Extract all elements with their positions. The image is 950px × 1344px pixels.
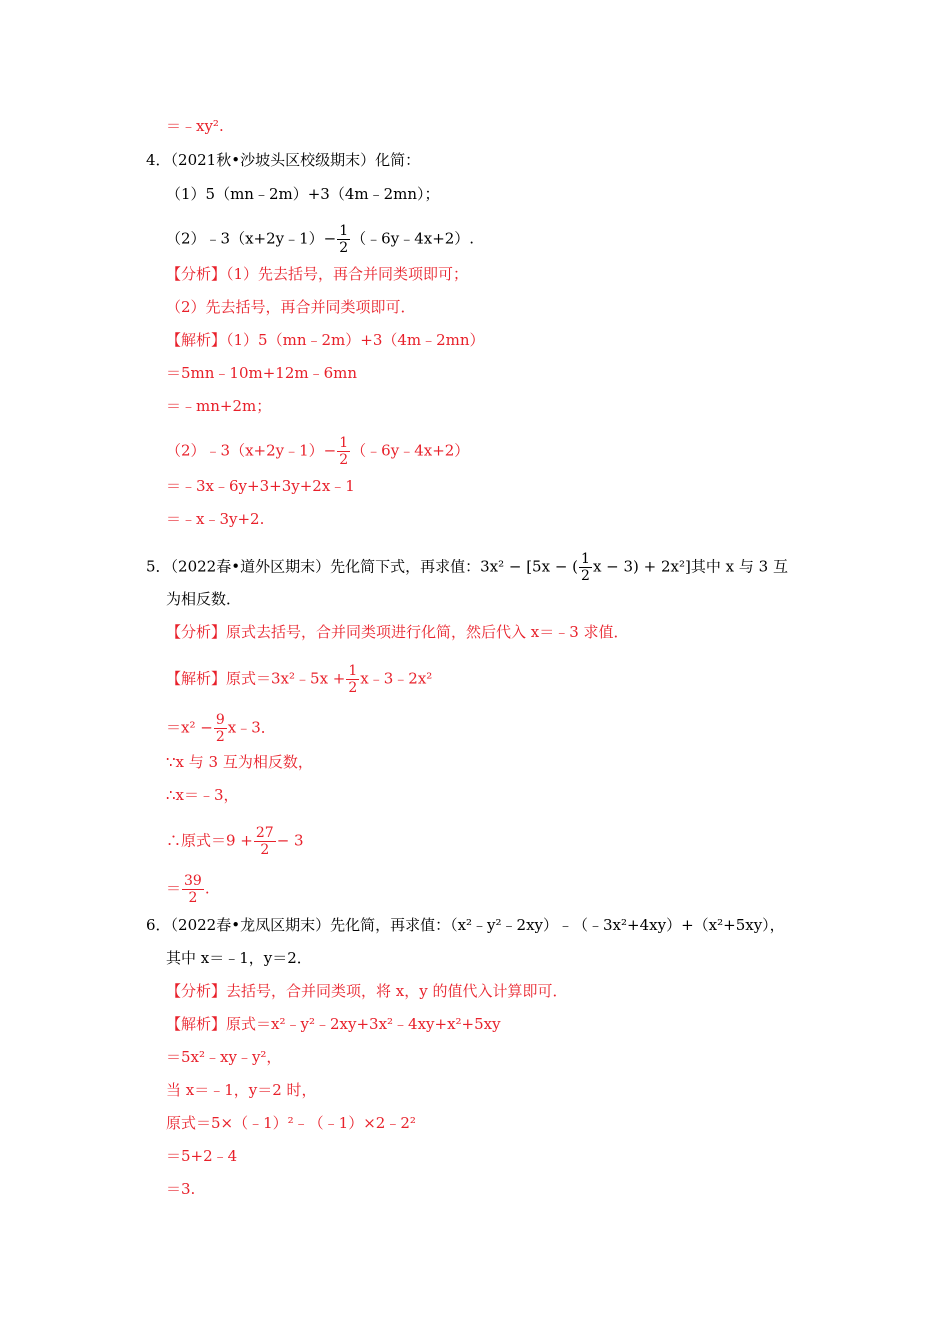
q5-solution-1: 【解析】原式＝3x²﹣5x + $\frac{1}{2}$ x﹣3﹣2x² (166, 663, 433, 696)
fraction-twenty-seven-halves: $\frac{27}{2}$ (255, 825, 274, 858)
fraction-one-half: $\frac{1}{2}$ (348, 663, 358, 696)
question-source: （2022春•龙凤区期末） (170, 916, 331, 934)
question-5-line-2: 为相反数． (166, 590, 242, 608)
previous-result: ＝﹣xy². (166, 117, 224, 135)
analysis-tag: 【分析】 (166, 982, 227, 1000)
question-source: （2021秋•沙坡头区校级期末） (170, 151, 376, 169)
q6-solution-3: 当 x＝﹣1，y＝2 时， (166, 1081, 317, 1099)
fraction-thirty-nine-halves: $\frac{39}{2}$ (184, 873, 202, 906)
analysis-tag: 【分析】 (166, 265, 227, 283)
q5-solution-4: ∴x＝﹣3， (166, 786, 239, 804)
fraction-nine-halves: $\frac{9}{2}$ (215, 712, 225, 745)
q6-solution-6: ＝3. (166, 1180, 196, 1198)
q4-solution-5: ＝﹣3x﹣6y+3+3y+2x﹣1 (166, 477, 355, 495)
question-4-header (146, 150, 420, 170)
question-prompt: 化简： (375, 151, 421, 169)
q5-solution-6: ＝ $\frac{39}{2}$ . (166, 873, 210, 906)
question-6-line-2: 其中 x＝﹣1，y＝2． (166, 949, 312, 967)
q5-analysis: 【分析】原式去括号，合并同类项进行化简，然后代入 x＝﹣3 求值． (166, 623, 629, 641)
q6-solution-5: ＝5+2﹣4 (166, 1147, 238, 1165)
q5-solution-2: ＝x² − $\frac{9}{2}$ x﹣3． (166, 712, 276, 745)
q4-solution-2: ＝5mn﹣10m+12m﹣6mn (166, 364, 358, 382)
question-4-part-2: （2）﹣3（x+2y﹣1）− $\frac{1}{2}$ （﹣6y﹣4x+2）. (166, 223, 475, 256)
fraction-one-half: $\frac{1}{2}$ (339, 435, 349, 468)
q5-solution-3: ∵x 与 3 互为相反数， (166, 753, 313, 771)
q6-solution-2: ＝5x²﹣xy﹣y²， (166, 1048, 282, 1066)
q4-analysis-1: 【分析】（1）先去括号，再合并同类项即可； (166, 265, 469, 283)
q6-analysis: 【分析】去括号，合并同类项，将 x，y 的值代入计算即可． (166, 982, 568, 1000)
q5-solution-5: ∴原式＝9 + $\frac{27}{2}$ − 3 (166, 825, 304, 858)
q4-solution-4: （2）﹣3（x+2y﹣1）− $\frac{1}{2}$ （﹣6y﹣4x+2） (166, 435, 470, 468)
q4-solution-1: 【解析】（1）5（mn﹣2m）+3（4m﹣2mn） (166, 331, 485, 349)
question-number: 4． (146, 151, 171, 169)
analysis-tag: 【分析】 (166, 623, 227, 641)
q4-solution-6: ＝﹣x﹣3y+2. (166, 510, 265, 528)
q4-solution-3: ＝﹣mn+2m； (166, 397, 272, 415)
question-6-header: 6．（2022春•龙凤区期末）先化简，再求值：（x²﹣y²﹣2xy）﹣（﹣3x²+4xy）+（x²+5xy）， (146, 916, 785, 934)
fraction-one-half: $\frac{1}{2}$ (581, 551, 590, 584)
q6-solution-1: 【解析】原式＝x²﹣y²﹣2xy+3x²﹣4xy+x²+5xy (166, 1015, 501, 1033)
question-4-part-1: （1）5（mn﹣2m）+3（4m﹣2mn）； (166, 185, 440, 203)
question-source: （2022春•道外区期末） (170, 557, 331, 576)
question-5-header: 5．（2022春•道外区期末）先化简下式，再求值：3x² − [5x − ( $\frac{1}{2}$ x − 3) + 2x²]其中 x 与 3 互 (146, 551, 788, 584)
solution-tag: 【解析】 (166, 669, 227, 688)
question-number: 5． (146, 557, 171, 576)
solution-tag: 【解析】 (166, 331, 227, 349)
question-number: 6． (146, 916, 171, 934)
fraction-one-half: $\frac{1}{2}$ (339, 223, 349, 256)
q6-solution-4: 原式＝5×（﹣1）²﹣（﹣1）×2﹣2² (166, 1114, 416, 1132)
q4-analysis-2: （2）先去括号，再合并同类项即可． (166, 298, 416, 316)
solution-tag: 【解析】 (166, 1015, 227, 1033)
